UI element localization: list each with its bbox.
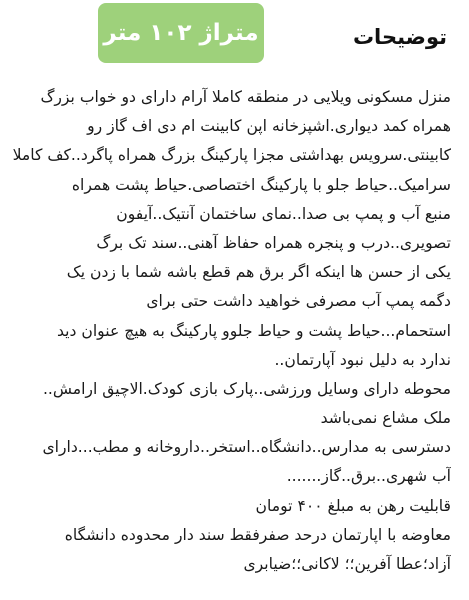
description-line: محوطه دارای وسایل ورزشی..پارک بازی کودک.الاچیق ارامش.. xyxy=(42,379,451,398)
description-line: قابلیت رهن به مبلغ ۴۰۰ تومان xyxy=(255,496,451,515)
description-line: منزل مسکونی ویلایی در منطقه کاملا آرام دارای دو خواب بزرگ xyxy=(40,88,451,106)
description-line: آزاد؛عطا آفرین؛؛ لاکانی؛؛ضیابری xyxy=(243,555,451,573)
description-line: دسترسی به مدارس..دانشگاه..استخر..داروخانه و مطب...دارای xyxy=(42,438,451,457)
description-line: ملک مشاع نمی‌باشد xyxy=(320,409,451,428)
area-badge: متراژ ۱۰۲ متر xyxy=(98,3,264,63)
description-line: آب شهری..برق..گاز....... xyxy=(286,467,451,486)
description-line: منبع آب و پمپ بی صدا..نمای ساختمان آنتیک..آیفون xyxy=(116,204,451,223)
description-line: همراه کمد دیواری.اشپزخانه اپن کابینت ام دی اف گاز رو xyxy=(87,117,451,136)
description-line: کابینتی.سرویس بهداشتی مجزا پارکینگ بزرگ همراه پاگرد..کف کاملا xyxy=(12,146,451,165)
description-line: ندارد به دلیل نبود آپارتمان.. xyxy=(274,350,451,369)
description-line: معاوضه با اپارتمان درحد صفرفقط سند دار محدوده دانشگاه xyxy=(64,525,451,544)
description-line: تصویری..درب و پنجره همراه حفاظ آهنی..سند تک برگ xyxy=(96,233,451,252)
description-text xyxy=(11,83,451,579)
listing-header xyxy=(0,0,469,72)
description-line: دگمه پمپ آب مصرفی خواهید داشت حتی برای xyxy=(146,292,451,311)
description-line: استحمام...حیاط پشت و حیاط جلوو پارکینگ به هیچ عنوان دید xyxy=(56,321,451,340)
description-line: یکی از حسن ها اینکه اگر برق هم قطع باشه شما با زدن یک xyxy=(66,263,451,282)
description-line: سرامیک..حیاط جلو با پارکینگ اختصاصی.حیاط پشت همراه xyxy=(71,175,451,194)
section-title: توضیحات xyxy=(352,25,447,49)
